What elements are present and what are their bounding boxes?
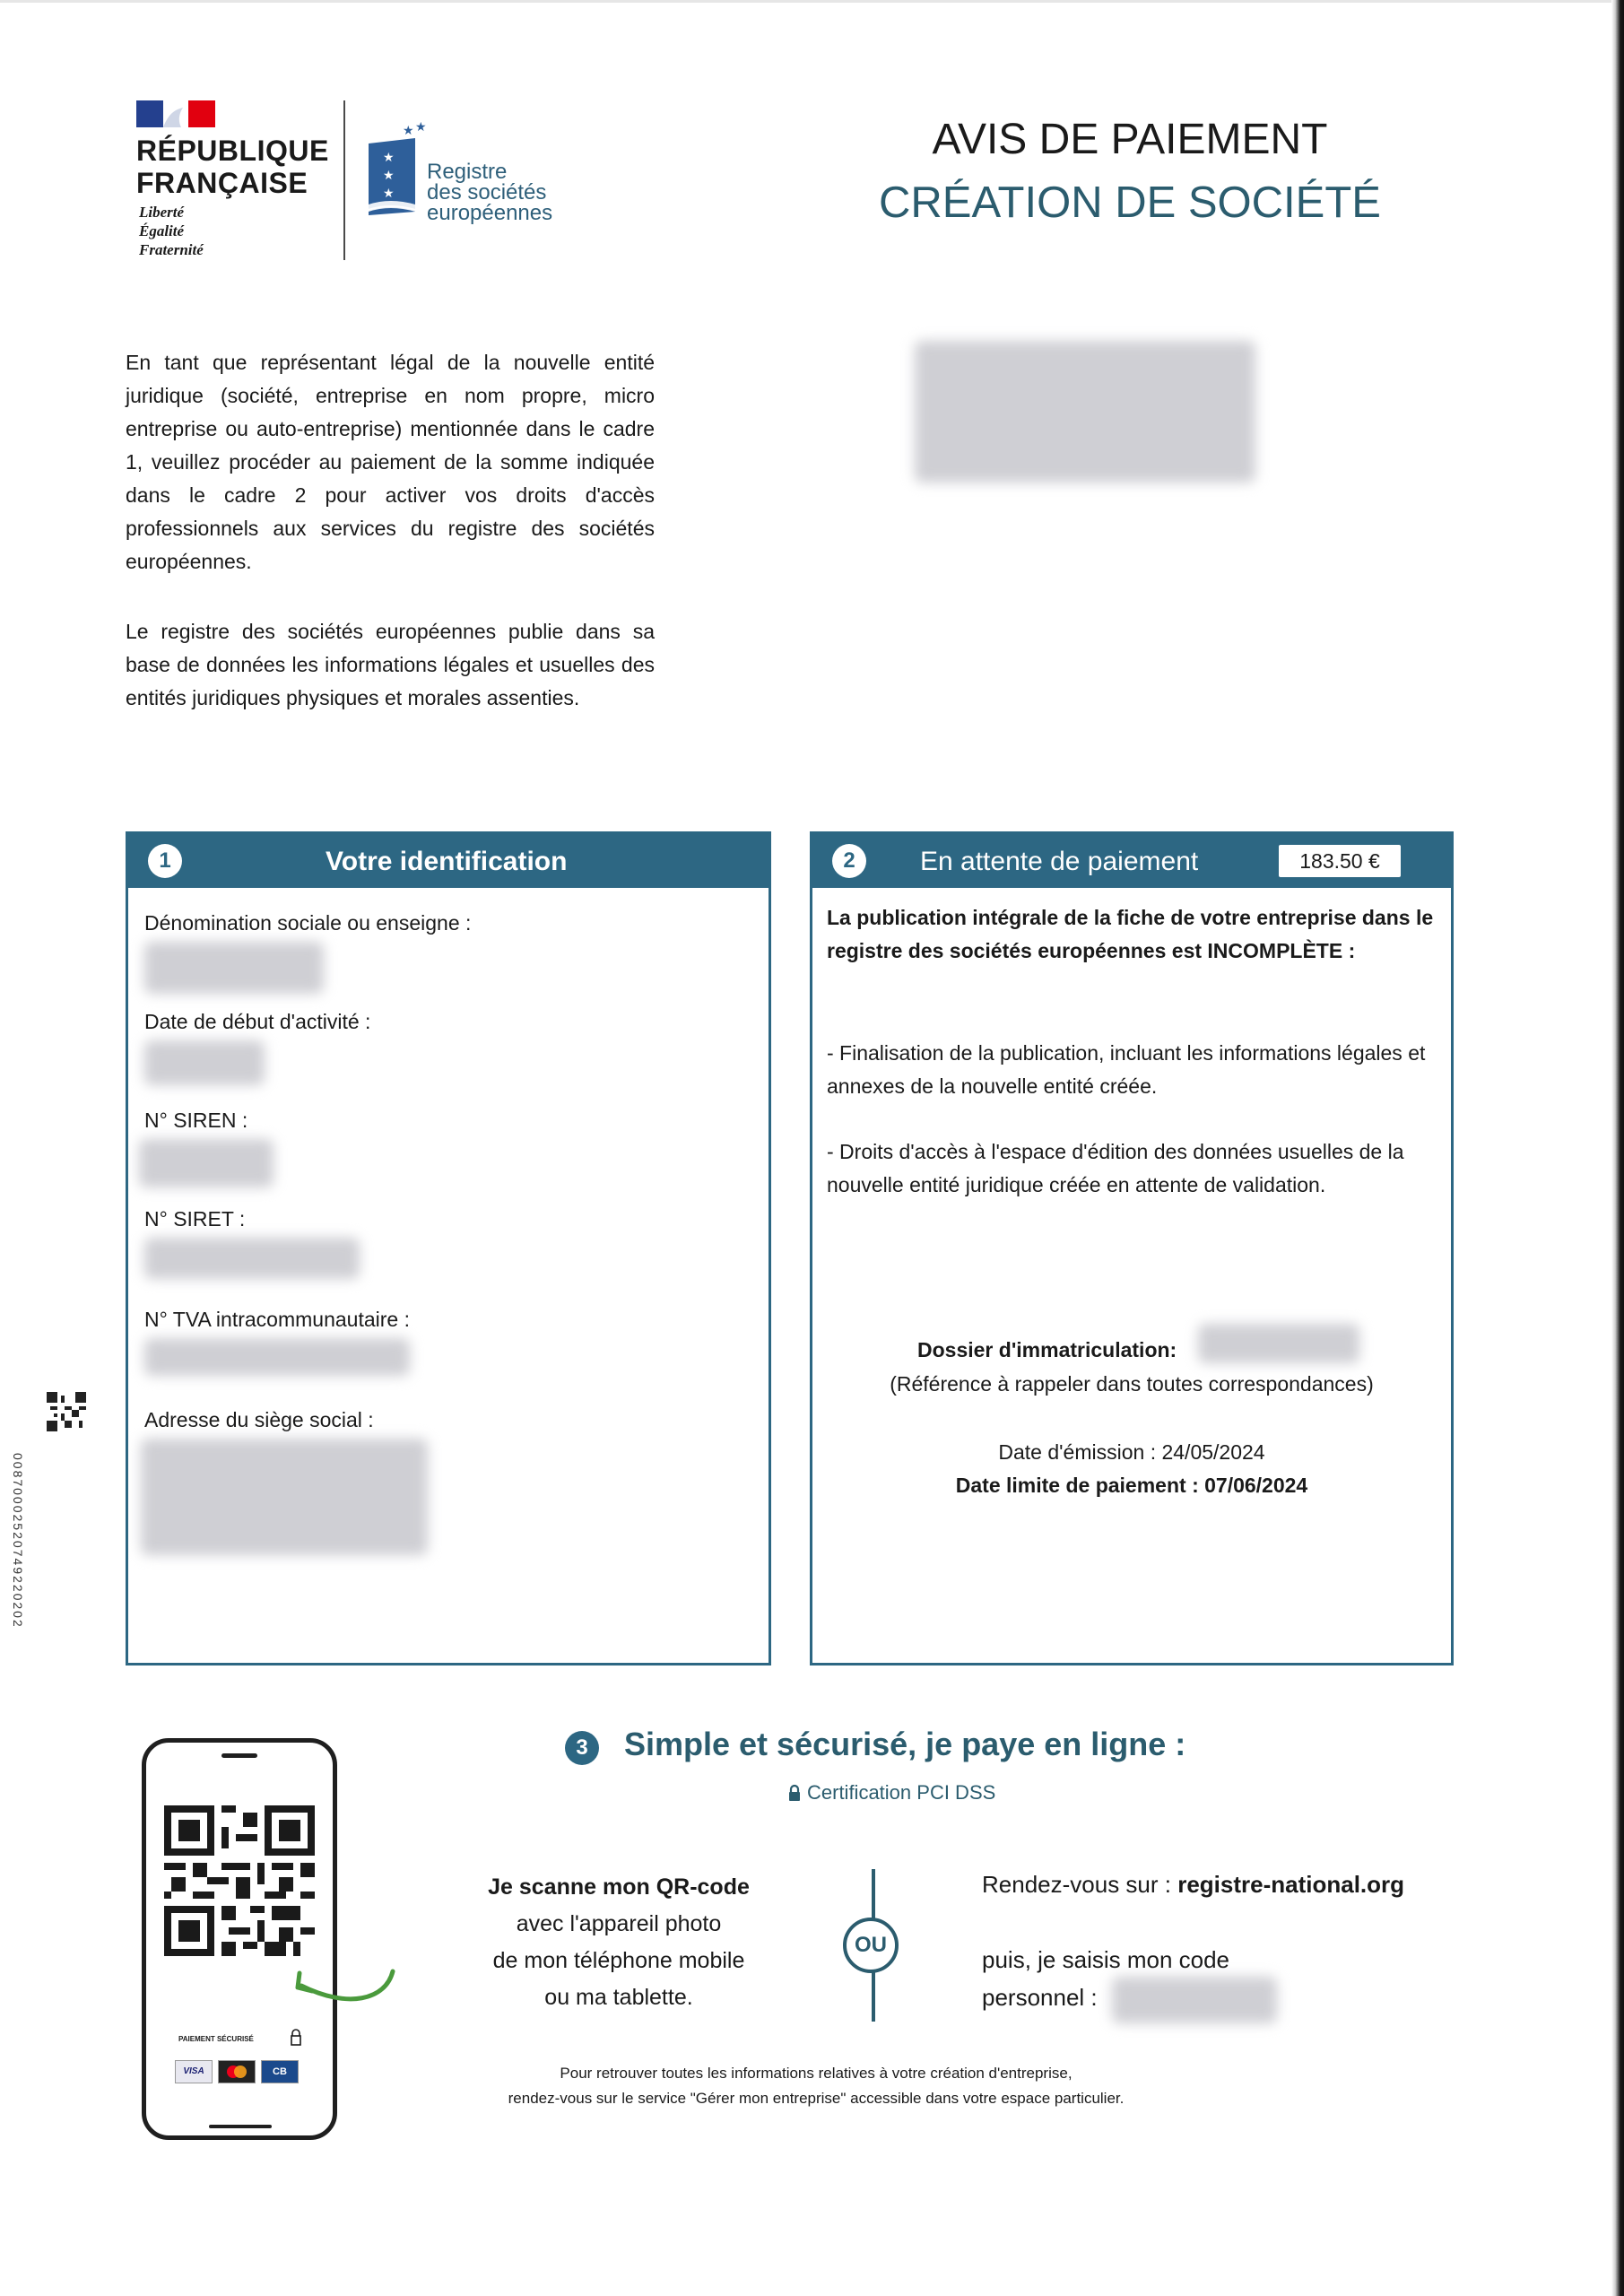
field-label-address: Adresse du siège social :	[144, 1408, 374, 1431]
or-divider-top	[872, 1869, 875, 1919]
header-divider	[343, 100, 345, 260]
emission-date: Date d'émission : 24/05/2024	[998, 1440, 1265, 1464]
green-arrow-icon	[285, 1964, 404, 2022]
republic-motto: Liberté Égalité Fraternité	[139, 204, 204, 258]
or-badge: OU	[843, 1918, 899, 1973]
phone-secure-payment-label: PAIEMENT SÉCURISÉ	[178, 2035, 254, 2043]
footer-line-1: Pour retrouver toutes les informations relatives à votre création d'entreprise,	[560, 2065, 1073, 2082]
redacted-personal-code	[1112, 1977, 1277, 2023]
field-label-siret: N° SIRET :	[144, 1207, 246, 1231]
website-instruction	[982, 1871, 1404, 1899]
side-qr-code-icon	[47, 1392, 86, 1431]
or-divider-bottom	[872, 1971, 875, 2022]
redacted-address	[141, 1439, 428, 1555]
payment-pending-title: En attente de paiement	[920, 847, 1199, 876]
lock-icon	[787, 1784, 802, 1802]
redacted-siren	[139, 1139, 274, 1187]
website-link[interactable]: registre-national.org	[1177, 1871, 1405, 1898]
svg-text:★: ★	[403, 124, 414, 138]
payment-qr-code-icon	[164, 1805, 315, 1956]
redacted-tva	[144, 1338, 410, 1376]
field-label-tva: N° TVA intracommunautaire :	[144, 1308, 410, 1331]
field-label-start-date: Date de début d'activité :	[144, 1010, 371, 1033]
step-number-1: 1	[148, 844, 182, 878]
step-number-2: 2	[832, 844, 866, 878]
document-title: AVIS DE PAIEMENT	[932, 116, 1328, 163]
dossier-label: Dossier d'immatriculation:	[917, 1338, 1177, 1361]
payment-deadline: Date limite de paiement : 07/06/2024	[955, 1474, 1308, 1497]
republique-francaise-title: RÉPUBLIQUE FRANÇAISE	[136, 135, 329, 199]
visa-card-icon: VISA	[175, 2060, 213, 2083]
phone-home-bar	[209, 2125, 272, 2128]
code-instruction-line-1: puis, je saisis mon code	[982, 1946, 1230, 1973]
edit-access-item: - Droits d'accès à l'espace d'édition des données usuelles de la nouvelle entité juridique créée en attente de validation.	[827, 1140, 1404, 1196]
svg-text:★: ★	[383, 169, 395, 183]
redacted-denomination	[144, 942, 324, 994]
svg-text:★: ★	[383, 151, 395, 165]
padlock-icon	[290, 2028, 302, 2046]
svg-text:★: ★	[415, 120, 427, 135]
redacted-recipient-address	[915, 341, 1255, 483]
document-subtitle: CRÉATION DE SOCIÉTÉ	[879, 178, 1381, 227]
field-label-siren: N° SIREN :	[144, 1109, 248, 1132]
registry-stars-logo-icon	[363, 120, 427, 221]
publication-finalisation-item: - Finalisation de la publication, incluant les informations légales et annexes de la nouvelle entité créée.	[827, 1041, 1426, 1098]
side-reference-code: 00870002520749220202	[11, 1453, 25, 1629]
payment-pending-box	[810, 831, 1454, 1665]
footer-line-2: rendez-vous sur le service "Gérer mon entreprise" accessible dans votre espace particulier.	[508, 2090, 1125, 2107]
mastercard-icon	[218, 2060, 256, 2083]
scan-line-2: de mon téléphone mobile	[492, 1948, 745, 1973]
redacted-dossier-number	[1198, 1324, 1359, 1363]
identification-title: Votre identification	[326, 847, 568, 876]
intro-paragraph-2: Le registre des sociétés européennes publie dans sa base de données les informations légales et usuelles des entités juridiques physiques et morales assenties.	[126, 620, 655, 709]
phone-speaker	[221, 1753, 257, 1758]
amount-due-badge: 183.50 €	[1279, 845, 1401, 877]
svg-text:★: ★	[383, 187, 395, 201]
scan-edge-right	[1611, 0, 1624, 2296]
online-payment-title: Simple et sécurisé, je paye en ligne :	[624, 1726, 1186, 1762]
scan-line-3: ou ma tablette.	[544, 1985, 693, 2010]
code-instruction-line-2: personnel :	[982, 1984, 1098, 2011]
step-number-3: 3	[565, 1731, 599, 1765]
registry-logo-text: Registre des sociétés européennes	[427, 160, 553, 225]
redacted-start-date	[144, 1040, 265, 1085]
payment-pending-box-header	[812, 834, 1451, 888]
intro-paragraph-1: En tant que représentant légal de la nouvelle entité juridique (société, entreprise en nom propre, micro entreprise ou auto-entreprise) mentionnée dans le cadre 1, veuillez procéder au paiement de la somme indiquée dans le cadre 2 pour activer vos droits d'accès professionnels aux services du registre des sociétés européennes.	[126, 351, 655, 573]
marianne-logo-icon	[136, 100, 215, 127]
scan-line-1: avec l'appareil photo	[516, 1911, 722, 1936]
field-label-denomination: Dénomination sociale ou enseigne :	[144, 911, 472, 935]
cb-card-icon: CB	[261, 2060, 299, 2083]
identification-box	[126, 831, 771, 1665]
phone-illustration	[142, 1738, 337, 2140]
pci-dss-certification: Certification PCI DSS	[807, 1781, 996, 1804]
scan-instructions-bold: Je scanne mon QR-code	[488, 1874, 750, 1900]
reference-note: (Référence à rappeler dans toutes correspondances)	[890, 1372, 1374, 1396]
redacted-siret	[144, 1238, 360, 1279]
scan-edge-top	[0, 0, 1624, 3]
website-prefix: Rendez-vous sur :	[982, 1871, 1178, 1898]
publication-incomplete-notice: La publication intégrale de la fiche de votre entreprise dans le registre des sociétés européennes est INCOMPLÈTE :	[827, 906, 1434, 962]
identification-box-header	[128, 834, 769, 888]
scan-instructions	[448, 1869, 789, 2016]
